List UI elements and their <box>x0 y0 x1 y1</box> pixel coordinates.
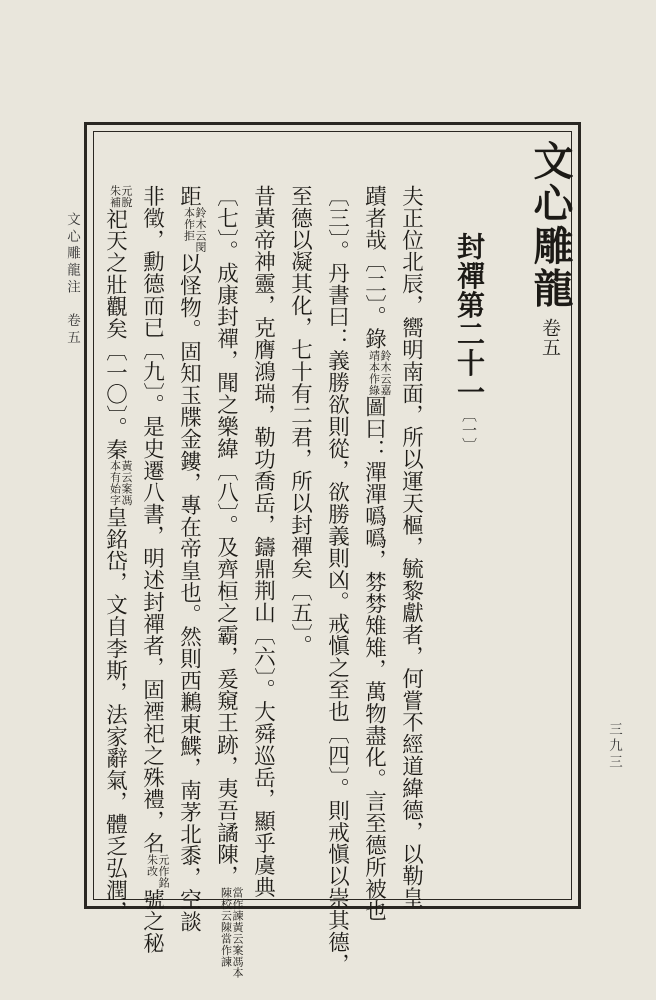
book-title: 文心雕龍 <box>527 140 574 310</box>
text-segment: 距 <box>176 185 202 207</box>
text-segment: 以怪物。固知玉牒金鏤，專在帝皇也。然則西鶼東鰈，南茅北黍，空談 <box>176 252 202 933</box>
text-segment: 祀天之壯觀矣〔一〇〕。秦 <box>102 207 128 461</box>
running-title: 文心雕龍注 卷五 <box>64 212 80 347</box>
book-title-block <box>522 140 579 356</box>
note-line: 朱補 <box>108 185 122 208</box>
inline-note <box>220 887 243 978</box>
note-line: 元作銘 <box>157 854 171 889</box>
chapter-title: 封禪第二十一 <box>453 232 486 407</box>
inline-note <box>368 350 391 396</box>
note-line: 元脫 <box>120 185 134 208</box>
volume-label: 卷五 <box>539 317 561 357</box>
note-line: 鈴木云閔 <box>194 206 208 253</box>
note-line: 本有始字 <box>108 460 122 507</box>
inline-note <box>146 854 169 888</box>
page-number: 三九三 <box>606 722 622 771</box>
text-column-7 <box>178 185 206 933</box>
note-line: 靖本作綠 <box>367 349 381 396</box>
text-column-2 <box>363 185 391 922</box>
note-line: 朱改 <box>145 854 159 877</box>
chapter-note-marker: 〔一〕 <box>460 406 478 453</box>
text-column-1: 夫正位北辰，嚮明南面，所以運天樞，毓黎獻者，何嘗不經道緯德，以勒皇 <box>398 185 424 909</box>
note-line: 黃云案馮 <box>120 460 134 507</box>
text-column-4: 至德以凝其化，七十有二君，所以封禪矣〔五〕。 <box>287 185 313 657</box>
inline-note <box>109 460 132 506</box>
note-line: 本作拒 <box>182 206 196 242</box>
inline-note <box>109 185 132 208</box>
text-segment: 皇銘岱，文自李斯，法家辭氣，體乏弘潤， <box>102 506 128 923</box>
chapter-title-block <box>449 232 489 453</box>
text-segment: 〔七〕。成康封禪，聞之樂緯〔八〕。及齊桓之霸，爰窺王跡，夷吾譎陳， <box>213 185 239 888</box>
text-segment: 蹟者哉〔二〕。錄 <box>361 185 387 350</box>
note-line: 鈴木云嘉 <box>379 349 393 396</box>
text-column-8 <box>141 185 169 954</box>
text-segment: 號之秘 <box>139 888 165 955</box>
text-column-3: 〔三〕。丹書曰：義勝欲則從，欲勝義則凶。戒愼之至也〔四〕。則戒愼以崇其德， <box>324 185 350 975</box>
note-line: 陳校云陳當作諫 <box>219 887 233 968</box>
text-segment: 圖曰：潬潬噅噅，棼棼雉雉，萬物盡化。言至德所被也 <box>361 395 387 922</box>
text-column-9 <box>104 185 132 923</box>
note-line: 當作諫黃云案馮本 <box>231 887 245 979</box>
text-column-5: 昔黃帝神靈，克膺鴻瑞，勒功喬岳，鑄鼎荆山〔六〕。大舜巡岳，顯乎虞典 <box>250 185 276 898</box>
text-column-6 <box>215 185 243 979</box>
inline-note <box>183 207 206 253</box>
text-segment: 非徵，勳德而已〔九〕。是史遷八書，明述封禪者，固禋祀之殊禮，名 <box>139 185 165 855</box>
